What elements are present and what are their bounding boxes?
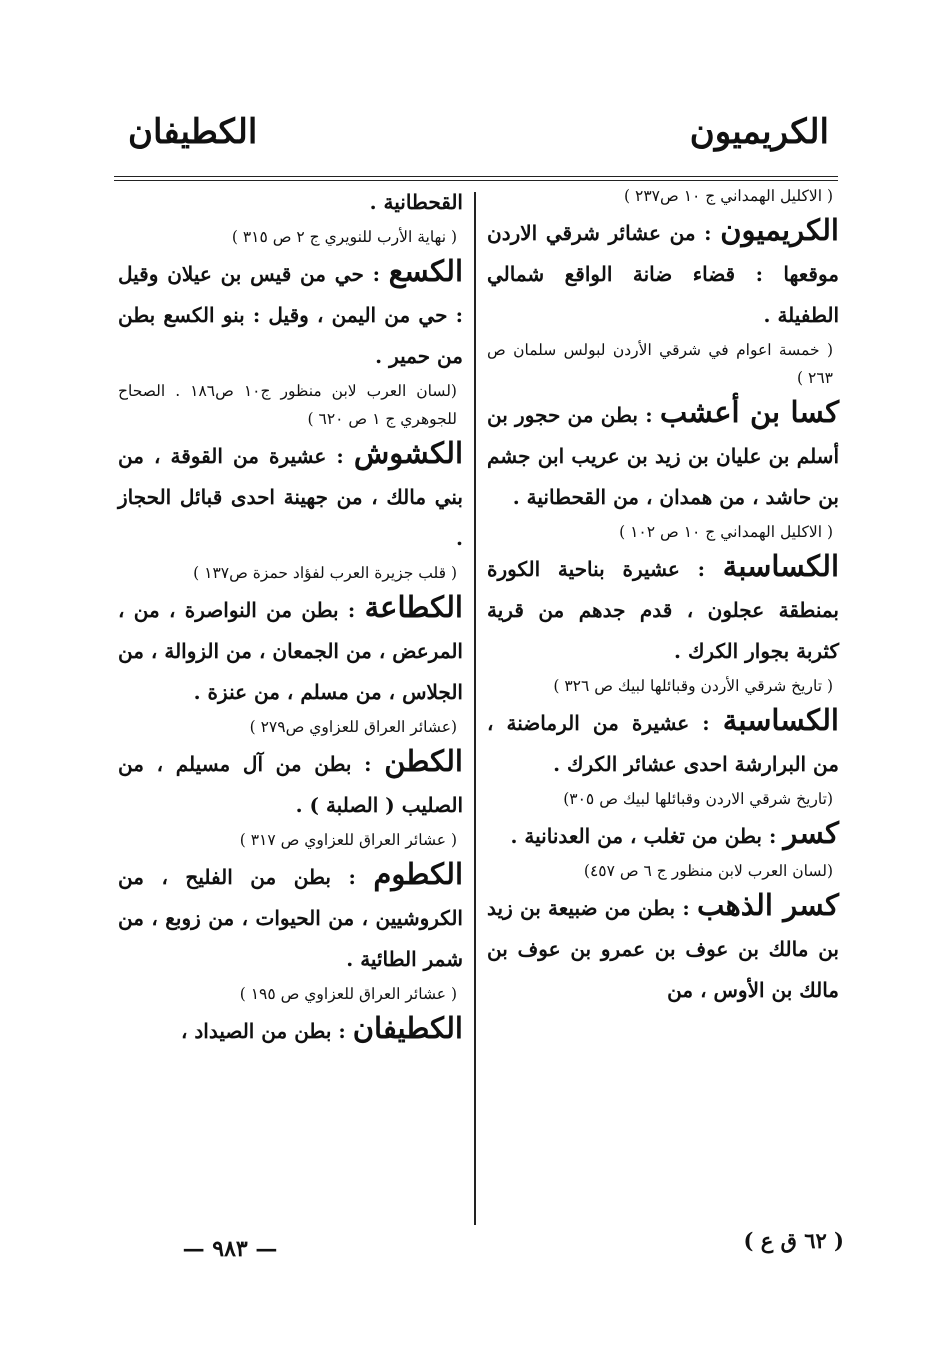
- header-right-title: الكريميون: [689, 112, 829, 152]
- page-number: — ٩٨٣ —: [182, 1236, 278, 1262]
- entry-text: : حي من قيس بن عيلان وقيل : حي من اليمن ، وقيل : بنو الكسع بطن من حمير .: [118, 262, 463, 368]
- dictionary-entry: [487, 885, 839, 1011]
- entry-text: : بطن من تغلب ، من العدنانية .: [510, 824, 777, 848]
- entry-text: : بطن من حجور بن أسلم بن عليان بن زيد بن عريب ابن جشم بن حاشد ، من همدان ، من القحطانية .: [487, 403, 839, 509]
- header-left-title: الكطيفان: [128, 112, 258, 152]
- dictionary-entry: [118, 587, 463, 713]
- entry-headword: الكطاعة: [364, 590, 463, 624]
- entry-headword: كسا بن أعشب: [659, 395, 839, 429]
- entry-headword: الكساسبة: [722, 703, 839, 737]
- dictionary-entry: [118, 1008, 463, 1052]
- source-citation: ( عشائر العراق للعزاوي ص ١٩٥ ): [239, 985, 457, 1003]
- source-citation: ( خمسة اعوام في شرقي الأردن لبولس سلمان ص ٢٦٣ ): [487, 341, 833, 387]
- entry-text: : بطن من الفليح ، من الكروشيين ، من الحيوات ، من زوبع ، من شمر الطائية .: [118, 865, 463, 971]
- entry-text: : عشيرة من القوقة ، من بني مالك ، من جهينة احدى قبائل الحجاز .: [118, 444, 463, 550]
- header-rule-top: [114, 176, 838, 177]
- source-citation: ( عشائر العراق للعزاوي ص ٣١٧ ): [239, 831, 457, 849]
- entry-headword: الكساسبة: [722, 549, 840, 583]
- entry-headword: كسر الذهب: [697, 888, 839, 922]
- dictionary-entry: [118, 251, 463, 377]
- dictionary-entry: [118, 433, 463, 559]
- entry-headword: كسر: [783, 816, 839, 850]
- source-citation: ( الاكليل الهمداني ج ١٠ ص٢٣٧ ): [624, 187, 833, 205]
- entry-text: : عشيرة من الرماضنة ، من البرارشة احدى عشائر الكرك .: [487, 711, 839, 776]
- entry-headword: الكسع: [388, 254, 463, 288]
- source-citation: (عشائر العراق للعزاوي ص٢٧٩ ): [249, 718, 457, 736]
- dictionary-entry: [487, 210, 839, 336]
- source-citation: (تاريخ شرقي الاردن وقبائلها لبيك ص ٣٠٥): [563, 790, 833, 808]
- source-citation: ( نهاية الأرب للنويري ج ٢ ص ٣١٥ ): [231, 228, 457, 246]
- entry-headword: الكطن: [384, 744, 463, 778]
- source-citation: ( تاريخ شرقي الأردن وقبائلها لبيك ص ٣٢٦ ): [553, 677, 833, 695]
- right-column: [487, 182, 839, 1011]
- source-citation: (لسان العرب لابن منظور ج١٠ ص١٨٦ . الصحاح للجوهري ج ١ ص ٦٢٠ ): [118, 382, 457, 428]
- entry-headword: الكطيفان: [352, 1011, 463, 1045]
- entry-headword: الكطوم: [373, 857, 464, 891]
- dictionary-entry: [118, 854, 463, 980]
- left-column: [118, 182, 463, 1052]
- dictionary-entry: [487, 392, 839, 518]
- dictionary-entry: [118, 741, 463, 826]
- signature-mark: ( ٦٢ ق ع ): [743, 1228, 844, 1253]
- dictionary-entry: [487, 700, 839, 785]
- entry-text: : عشيرة بناحية الكورة بمنطقة عجلون ، قدم جدهم من قرية كثربة بجوار الكرك .: [487, 557, 839, 663]
- header-rule-bottom: [114, 180, 838, 181]
- entry-text: : بطن من الصيداد ،: [180, 1019, 346, 1043]
- entry-text: : من عشائر شرقي الاردن موقعها : قضاء ضانة الواقع شمالي الطفيلة .: [487, 221, 839, 327]
- entry-text: : بطن من آل مسيلم ، من الصليب ( الصلبة ) .: [118, 752, 463, 817]
- dictionary-entry: [487, 813, 839, 857]
- source-citation: ( الاكليل الهمداني ج ١٠ ص ١٠٢ ): [619, 523, 833, 541]
- column-separator: [474, 192, 476, 1225]
- entry-headword: الكشوش: [353, 436, 464, 470]
- source-citation: ( قلب جزيرة العرب لفؤاد حمزة ص١٣٧ ): [193, 564, 457, 582]
- entry-text: : بطن من النواصرة ، من ، المرعض ، من الجمعان ، من الزوالة ، من الجلاس ، من مسلم ، من عنزة .: [118, 598, 463, 704]
- source-citation: (لسان العرب لابن منظور ج ٦ ص ٤٥٧): [583, 862, 833, 880]
- continuation-text: القحطانية .: [369, 190, 463, 214]
- dictionary-entry: [487, 546, 839, 672]
- entry-headword: الكريميون: [720, 213, 839, 247]
- entry-text: : بطن من ضبيعة بن زيد بن مالك بن عوف بن عمرو بن عوف بن مالك بن الأوس ، من: [487, 896, 839, 1002]
